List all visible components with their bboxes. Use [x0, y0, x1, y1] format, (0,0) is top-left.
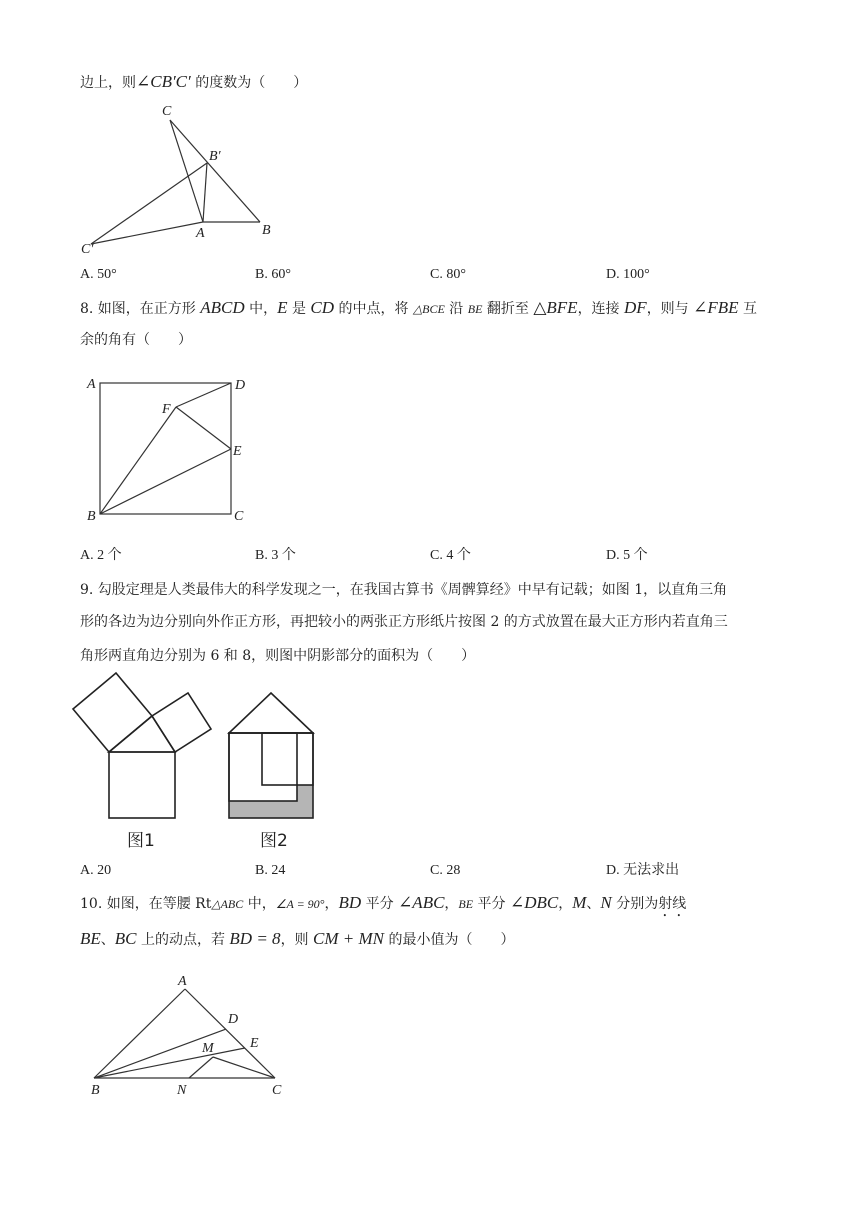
q9-caption-2: 图2 — [260, 831, 288, 851]
q8-label-c: C — [234, 509, 244, 524]
q10-label-a: A — [178, 974, 187, 989]
q10-label-n: N — [177, 1083, 187, 1098]
q7-label-c: C — [162, 104, 172, 119]
q10-label-m: M — [202, 1041, 214, 1056]
q8-option-b[interactable]: B. 3 个 — [255, 548, 296, 563]
q7-option-b[interactable]: B. 60° — [255, 267, 291, 282]
q8-option-a[interactable]: A. 2 个 — [80, 548, 122, 563]
q9-option-c[interactable]: C. 28 — [430, 863, 461, 878]
q7-label-b: B — [262, 223, 271, 238]
q7-label-c-prime: C′ — [81, 242, 94, 257]
q7-option-a[interactable]: A. 50° — [80, 267, 117, 282]
q8-stem-line1: 8. 如图，在正方形 ABCD 中，E 是 CD 的中点，将 △BCE 沿 BE 翻折至 △BFE，连接 DF，则与 ∠FBE 互 — [80, 298, 757, 317]
q8-option-c[interactable]: C. 4 个 — [430, 548, 471, 563]
q8-option-d[interactable]: D. 5 个 — [606, 548, 648, 563]
q7-option-c[interactable]: C. 80° — [430, 267, 466, 282]
q9-caption-1: 图1 — [127, 831, 155, 851]
q9-stem-line3: 角形两直角边分别为 6 和 8，则图中阴影部分的面积为（ ） — [80, 648, 476, 664]
q8-stem-line2: 余的角有（ ） — [80, 332, 192, 348]
q10-label-e: E — [250, 1036, 259, 1051]
q8-label-b: B — [87, 509, 96, 524]
q8-label-f: F — [162, 402, 171, 417]
q9-stem-line1: 9. 勾股定理是人类最伟大的科学发现之一，在我国古算书《周髀算经》中早有记载；如图 1，以直角三角 — [80, 582, 728, 598]
q10-stem-line1: 10. 如图，在等腰 Rt△ABC 中，∠A = 90°，BD 平分 ∠ABC，BE 平分 ∠DBC，M、N 分别为射线 — [80, 893, 687, 912]
q7-label-a: A — [196, 226, 205, 241]
q10-stem-line2: BE、BC 上的动点，若 BD = 8，则 CM + MN 的最小值为（ ） — [80, 929, 515, 948]
q9-option-d[interactable]: D. 无法求出 — [606, 863, 680, 878]
q8-label-e: E — [233, 444, 242, 459]
q9-option-a[interactable]: A. 20 — [80, 863, 112, 878]
q7-stem: 边上，则∠CB′C′ 的度数为（ ） — [80, 72, 308, 91]
q7-option-d[interactable]: D. 100° — [606, 267, 650, 282]
q10-label-d: D — [228, 1012, 239, 1027]
q8-label-d: D — [235, 378, 246, 393]
q9-option-b[interactable]: B. 24 — [255, 863, 286, 878]
q8-label-a: A — [87, 377, 96, 392]
q10-label-b: B — [91, 1083, 100, 1098]
q9-stem-line2: 形的各边为边分别向外作正方形，再把较小的两张正方形纸片按图 2 的方式放置在最大正方形内若直角三 — [80, 614, 728, 630]
q7-label-b-prime: B′ — [209, 149, 221, 164]
q10-label-c: C — [272, 1083, 282, 1098]
q7-angle: ∠CB′C′ — [136, 72, 191, 91]
